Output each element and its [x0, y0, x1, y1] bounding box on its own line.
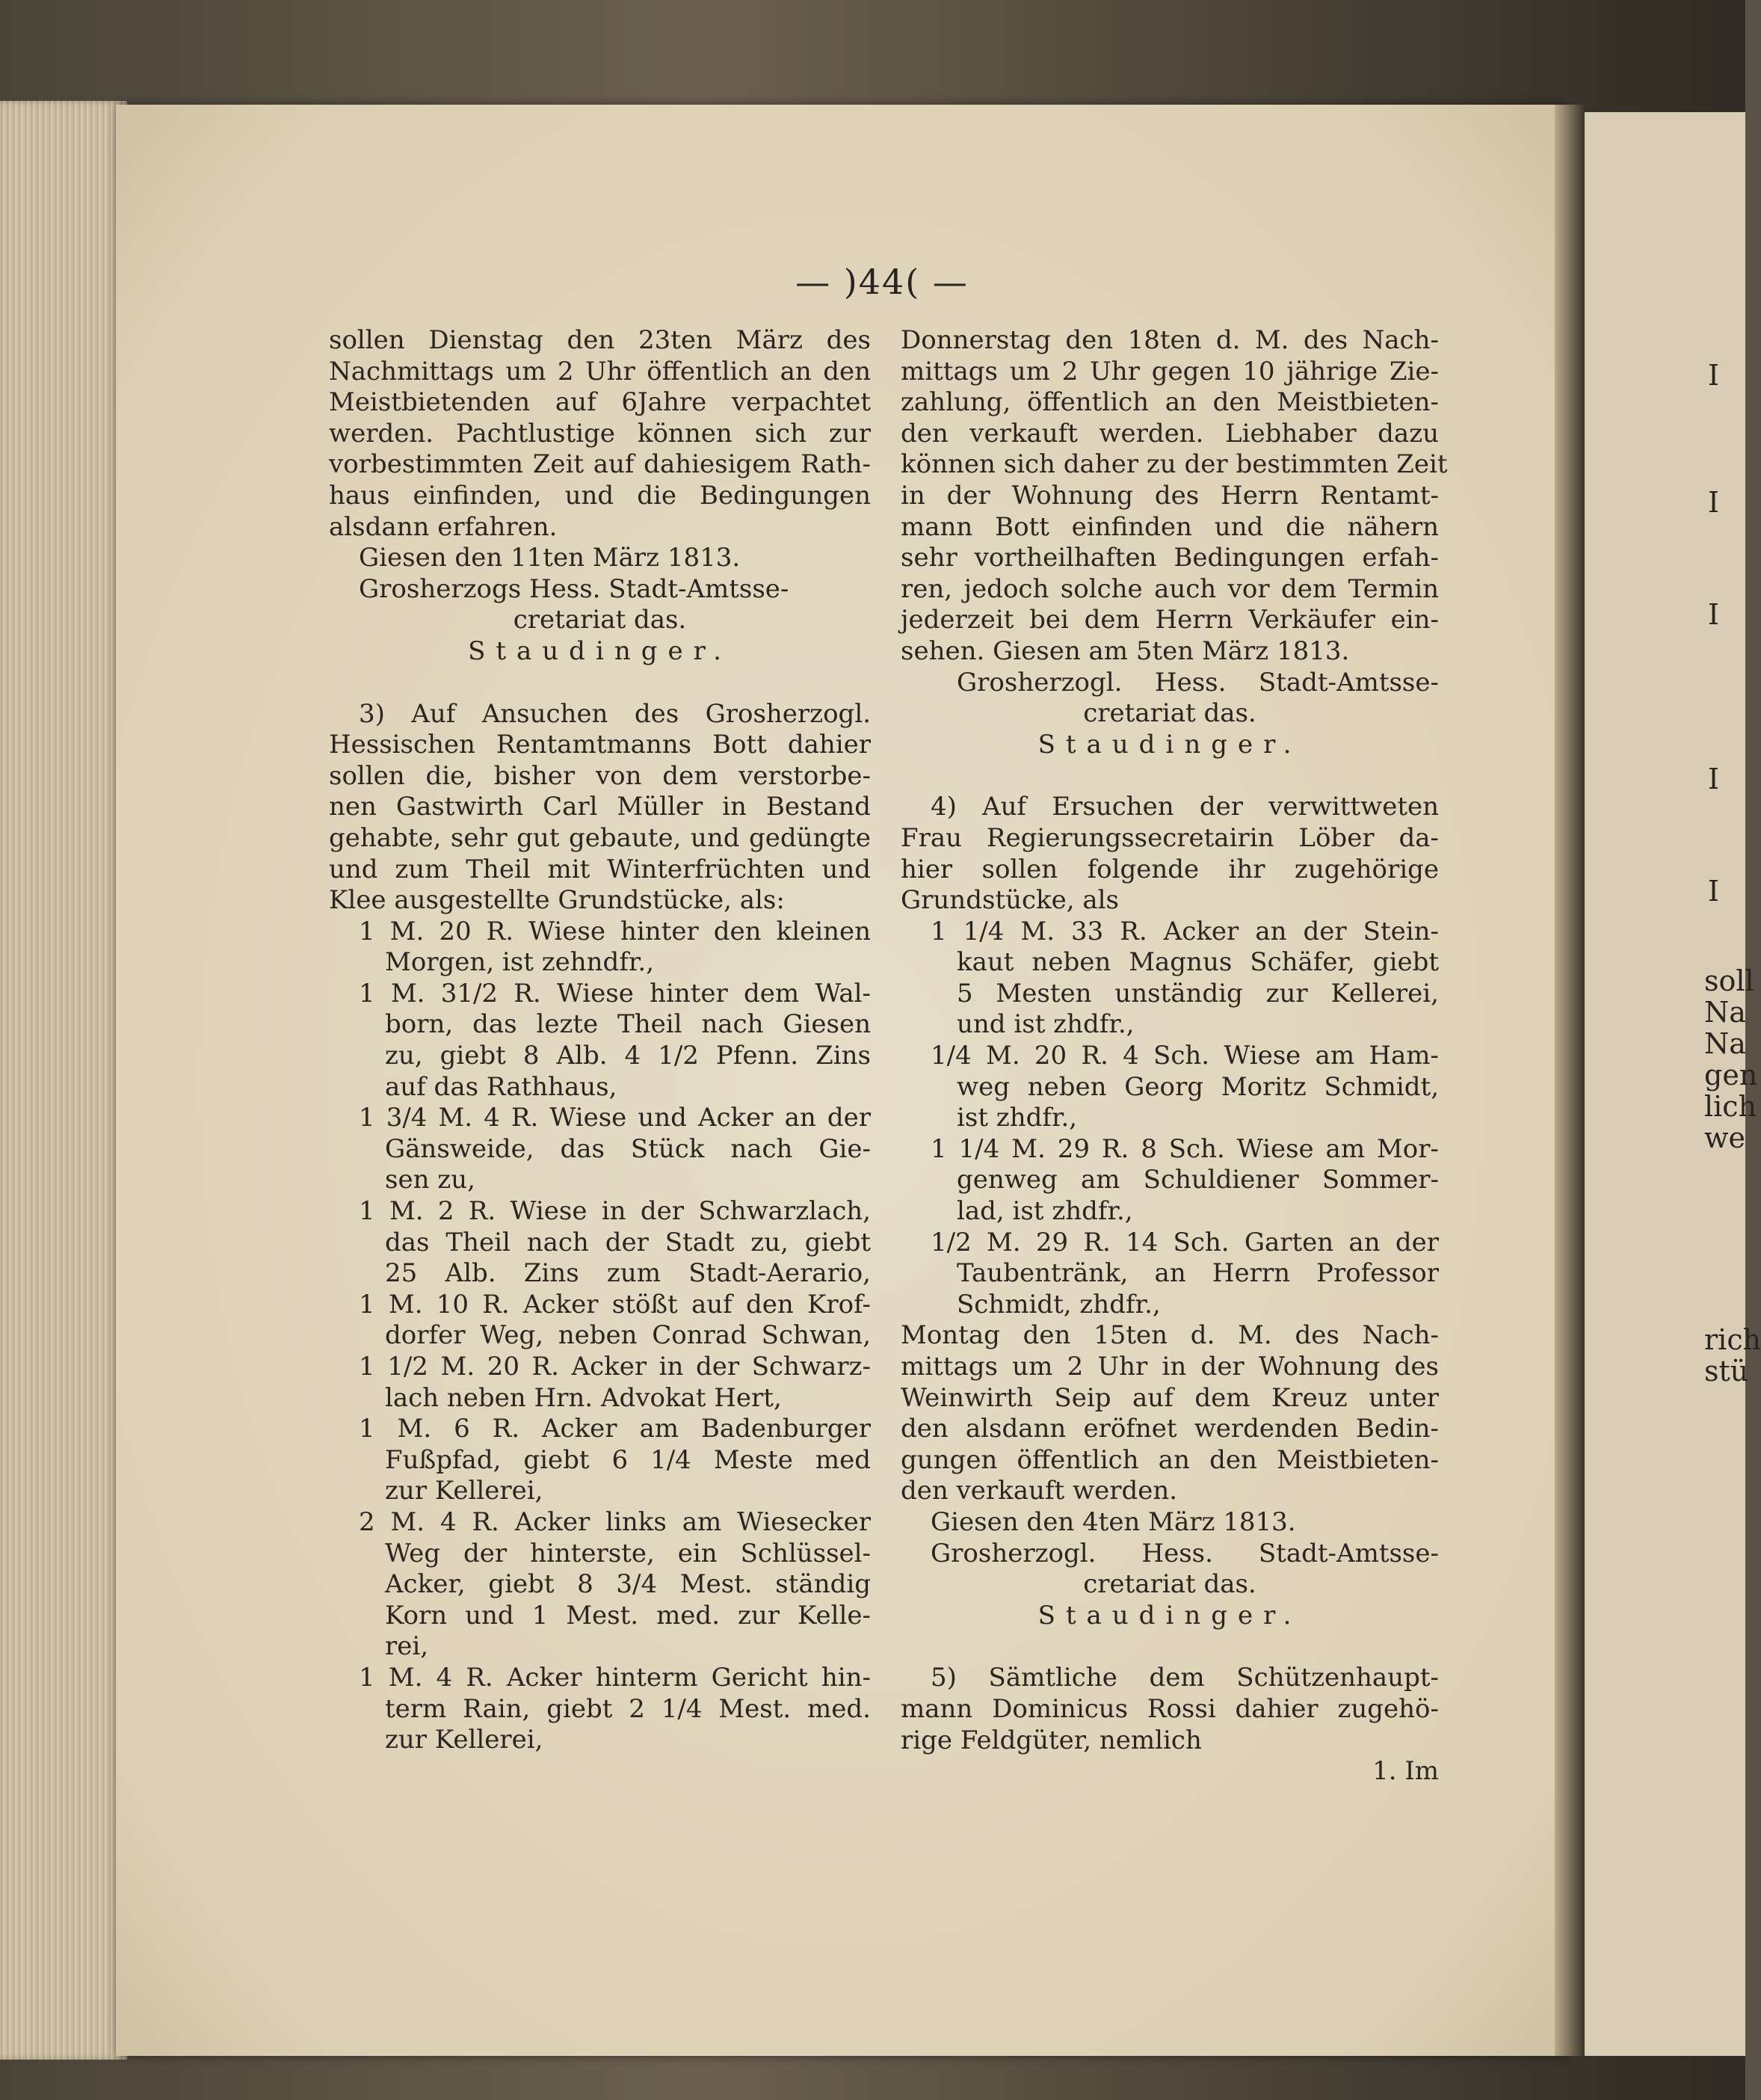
text-line: sollen die, bisher von dem verstorbe- — [329, 760, 871, 791]
text-line: 5) Sämtliche dem Schützenhaupt- — [931, 1663, 1439, 1693]
text-line: 2 M. 4 R. Acker links am Wiesecker — [359, 1506, 871, 1537]
facing-fragment: Na — [1704, 1027, 1746, 1060]
text-line: Grosherzogs Hess. Stadt-Amtsse- — [359, 573, 789, 604]
text-line: alsdann erfahren. — [329, 511, 558, 542]
text-line: den verkauft werden. — [901, 1476, 1178, 1506]
text-line: rige Feldgüter, nemlich — [901, 1725, 1202, 1755]
facing-fragment: I — [1708, 486, 1720, 519]
text-line: mann Bott einfinden und die nähern — [901, 511, 1439, 542]
text-line: Staudinger. — [468, 635, 732, 666]
text-line: Weinwirth Seip auf dem Kreuz unter — [901, 1382, 1439, 1413]
text-line: 1 3/4 M. 4 R. Wiese und Acker an der — [359, 1103, 871, 1133]
text-line: Klee ausgestellte Grundstücke, als: — [329, 885, 785, 916]
facing-fragment: stü — [1704, 1355, 1749, 1388]
text-line: Weg der hinterste, ein Schlüssel- — [385, 1538, 871, 1568]
facing-fragment: I — [1708, 763, 1720, 795]
text-line: ist zhdfr., — [957, 1103, 1078, 1133]
text-line: Nachmittags um 2 Uhr öffentlich an den — [329, 356, 871, 387]
text-line: haus einfinden, und die Bedingungen — [329, 480, 871, 511]
text-line: werden. Pachtlustige können sich zur — [329, 418, 871, 449]
text-line: lad, ist zhdfr., — [957, 1196, 1133, 1227]
text-line: Staudinger. — [1037, 1600, 1302, 1631]
text-line: sollen Dienstag den 23ten März des — [329, 325, 871, 355]
facing-fragment: lich — [1704, 1090, 1757, 1123]
text-line: kaut neben Magnus Schäfer, giebt — [957, 947, 1439, 978]
facing-fragment: we — [1704, 1121, 1746, 1154]
text-line: Frau Regierungssecretairin Löber da- — [901, 822, 1439, 853]
text-line: Meistbietenden auf 6Jahre verpachtet — [329, 387, 871, 418]
text-line: Giesen den 11ten März 1813. — [359, 543, 741, 573]
facing-fragment: I — [1708, 875, 1720, 908]
facing-fragment: rich — [1704, 1323, 1761, 1356]
book-gutter — [1555, 105, 1585, 2056]
text-line: 1/4 M. 20 R. 4 Sch. Wiese am Ham- — [931, 1041, 1439, 1071]
facing-fragment: gen — [1704, 1059, 1758, 1091]
text-line: Grosherzogl. Hess. Stadt-Amtsse- — [957, 667, 1439, 698]
text-line: 1 M. 10 R. Acker stößt auf den Krof- — [359, 1289, 871, 1320]
text-line: 1 1/4 M. 33 R. Acker an der Stein- — [931, 916, 1439, 946]
text-line: in der Wohnung des Herrn Rentamt- — [901, 480, 1439, 511]
text-line: born, das lezte Theil nach Giesen — [385, 1009, 871, 1040]
text-line: sen zu, — [385, 1165, 475, 1195]
text-line: 1 M. 2 R. Wiese in der Schwarzlach, — [359, 1196, 871, 1227]
text-line: können sich daher zu der bestimmten Zeit — [901, 449, 1448, 480]
text-line: 1 M. 31/2 R. Wiese hinter dem Wal- — [359, 978, 871, 1009]
text-line: vorbestimmten Zeit auf dahiesigem Rath- — [329, 449, 871, 480]
text-line: zur Kellerei, — [385, 1725, 543, 1755]
text-line: Grundstücke, als — [901, 885, 1119, 916]
text-line: Giesen den 4ten März 1813. — [931, 1506, 1296, 1537]
page-stack-edges — [0, 101, 127, 2060]
facing-fragment: Na — [1704, 996, 1746, 1029]
text-line: Grosherzogl. Hess. Stadt-Amtsse- — [931, 1538, 1439, 1568]
text-line: 1. Im — [1372, 1756, 1439, 1787]
text-line: gungen öffentlich an den Meistbieten- — [901, 1444, 1439, 1475]
text-line: gehabte, sehr gut gebaute, und gedüngte — [329, 822, 871, 853]
facing-fragment: I — [1708, 598, 1720, 631]
text-line: rei, — [385, 1631, 429, 1662]
paragraph-gap — [329, 668, 871, 699]
right-column — [901, 325, 1448, 1788]
text-line: Montag den 15ten d. M. des Nach- — [901, 1320, 1439, 1351]
text-line: auf das Rathhaus, — [385, 1071, 617, 1102]
text-line: 4) Auf Ersuchen der verwittweten — [931, 792, 1439, 822]
text-line: ren, jedoch solche auch vor dem Termin — [901, 573, 1439, 604]
text-line: und zum Theil mit Winterfrüchten und — [329, 854, 871, 884]
text-line: 1 M. 6 R. Acker am Badenburger — [359, 1414, 871, 1444]
text-line: Gänsweide, das Stück nach Gie- — [385, 1133, 871, 1164]
text-line: 1 1/2 M. 20 R. Acker in der Schwarz- — [359, 1352, 871, 1382]
text-line: cretariat das. — [1083, 1569, 1256, 1600]
text-line: 1/2 M. 29 R. 14 Sch. Garten an der — [931, 1227, 1439, 1257]
page-number: — )44( — — [795, 262, 969, 302]
facing-page — [1585, 112, 1761, 2056]
text-line: den verkauft werden. Liebhaber dazu — [901, 418, 1439, 449]
text-line: Taubentränk, an Herrn Professor — [957, 1258, 1439, 1289]
text-line: dorfer Weg, neben Conrad Schwan, — [385, 1320, 871, 1351]
text-line: mann Dominicus Rossi dahier zugehö- — [901, 1693, 1439, 1724]
text-line: Acker, giebt 8 3/4 Mest. ständig — [385, 1569, 871, 1600]
text-line: 1 M. 20 R. Wiese hinter den kleinen — [359, 916, 871, 946]
text-line: hier sollen folgende ihr zugehörige — [901, 854, 1439, 884]
paragraph-gap — [901, 1631, 1439, 1663]
text-line: term Rain, giebt 2 1/4 Mest. med. — [385, 1693, 871, 1724]
text-line: jederzeit bei dem Herrn Verkäufer ein- — [901, 605, 1439, 635]
text-line: zahlung, öffentlich an den Meistbieten- — [901, 387, 1439, 418]
text-line: nen Gastwirth Carl Müller in Bestand — [329, 792, 871, 822]
paragraph-gap — [901, 760, 1439, 792]
text-line: 25 Alb. Zins zum Stadt-Aerario, — [385, 1258, 871, 1289]
text-line: Schmidt, zhdfr., — [957, 1289, 1161, 1320]
text-line: Fußpfad, giebt 6 1/4 Meste med — [385, 1444, 871, 1475]
text-line: cretariat das. — [513, 605, 687, 635]
text-line: 5 Mesten unständig zur Kellerei, — [957, 978, 1439, 1009]
text-line: zu, giebt 8 Alb. 4 1/2 Pfenn. Zins — [385, 1041, 871, 1071]
text-line: weg neben Georg Moritz Schmidt, — [957, 1071, 1439, 1102]
text-line: cretariat das. — [1083, 698, 1256, 729]
text-line: sehen. Giesen am 5ten März 1813. — [901, 635, 1350, 666]
text-line: Staudinger. — [1037, 729, 1302, 760]
text-line: sehr vortheilhaften Bedingungen erfah- — [901, 543, 1439, 573]
text-line: 1 M. 4 R. Acker hinterm Gericht hin- — [359, 1662, 871, 1693]
facing-fragment: I — [1708, 359, 1720, 392]
text-line: Hessischen Rentamtmanns Bott dahier — [329, 730, 871, 760]
text-line: Morgen, ist zehndfr., — [385, 947, 655, 978]
text-line: genweg am Schuldiener Sommer- — [957, 1165, 1439, 1195]
facing-fragment: soll — [1704, 964, 1754, 997]
text-line: mittags um 2 Uhr in der Wohnung des — [901, 1352, 1439, 1382]
text-line: den alsdann eröfnet werdenden Bedin- — [901, 1414, 1439, 1444]
text-line: Donnerstag den 18ten d. M. des Nach- — [901, 325, 1439, 355]
text-line: Korn und 1 Mest. med. zur Kelle- — [385, 1600, 871, 1631]
text-line: lach neben Hrn. Advokat Hert, — [385, 1382, 782, 1413]
text-line: und ist zhdfr., — [957, 1009, 1135, 1040]
text-line: mittags um 2 Uhr gegen 10 jährige Zie- — [901, 356, 1439, 387]
text-line: zur Kellerei, — [385, 1476, 543, 1506]
left-column — [329, 325, 871, 1756]
text-line: das Theil nach der Stadt zu, giebt — [385, 1227, 871, 1257]
text-line: 3) Auf Ansuchen des Grosherzogl. — [359, 698, 871, 729]
text-line: 1 1/4 M. 29 R. 8 Sch. Wiese am Mor- — [931, 1133, 1439, 1164]
